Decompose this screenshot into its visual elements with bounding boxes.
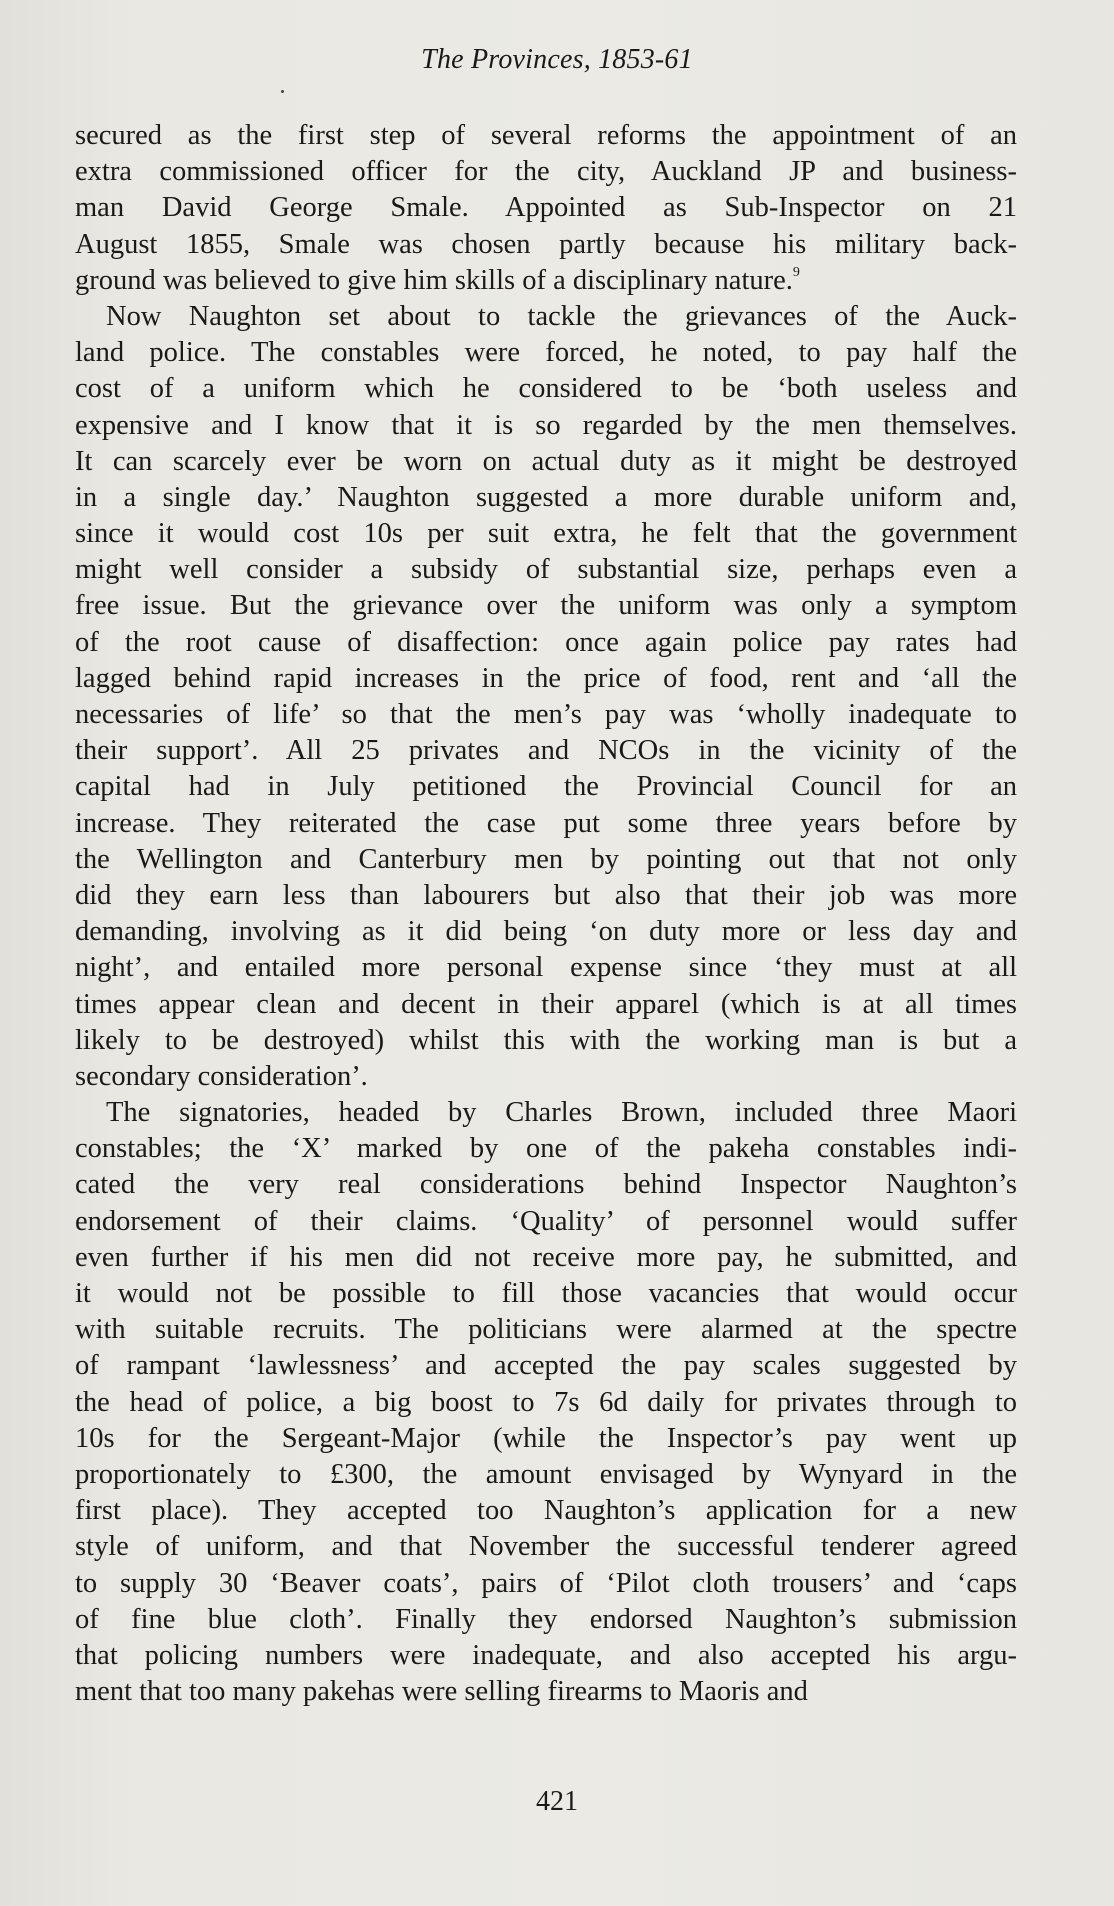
line-text: likely to be destroyed) whilst this with the working man is but a bbox=[75, 1024, 1017, 1056]
text-line bbox=[75, 1059, 1017, 1095]
paragraph bbox=[75, 118, 1017, 299]
body-text bbox=[75, 118, 1017, 1710]
line-text: Now Naughton set about to tackle the grievances of the Auck- bbox=[106, 300, 1017, 332]
line-text: the Wellington and Canterbury men by pointing out that not only bbox=[75, 843, 1017, 875]
line-text: man David George Smale. Appointed as Sub-Inspector on 21 bbox=[75, 192, 1017, 224]
line-text: times appear clean and decent in their apparel (which is at all times bbox=[75, 988, 1017, 1020]
line-text: capital had in July petitioned the Provincial Council for an bbox=[75, 771, 1017, 803]
line-text: since it would cost 10s per suit extra, he felt that the government bbox=[75, 518, 1017, 550]
text-line bbox=[75, 371, 1017, 407]
text-line bbox=[75, 1529, 1017, 1565]
line-text: increase. They reiterated the case put some three years before by bbox=[75, 807, 1017, 839]
text-line bbox=[75, 408, 1017, 444]
line-text: first place). They accepted too Naughton’s application for a new bbox=[75, 1495, 1017, 1527]
text-line bbox=[75, 588, 1017, 624]
line-text: August 1855, Smale was chosen partly because his military back- bbox=[75, 228, 1017, 260]
line-text: night’, and entailed more personal expense since ‘they must at all bbox=[75, 952, 1017, 984]
line-text: demanding, involving as it did being ‘on duty more or less day and bbox=[75, 916, 1017, 948]
line-text: extra commissioned officer for the city, Auckland JP and business- bbox=[75, 156, 1017, 188]
text-line bbox=[75, 299, 1017, 335]
line-text: might well consider a subsidy of substantial size, perhaps even a bbox=[75, 554, 1017, 586]
line-text: secured as the first step of several reforms the appointment of an bbox=[75, 120, 1017, 151]
line-text: land police. The constables were forced, he noted, to pay half the bbox=[75, 337, 1017, 369]
paragraph bbox=[75, 1095, 1017, 1710]
text-line bbox=[75, 1493, 1017, 1529]
text-line bbox=[75, 1457, 1017, 1493]
text-line bbox=[75, 1348, 1017, 1384]
text-line bbox=[75, 697, 1017, 733]
line-text: with suitable recruits. The politicians were alarmed at the spectre bbox=[75, 1314, 1017, 1346]
line-text: that policing numbers were inadequate, and also accepted his argu- bbox=[75, 1639, 1017, 1671]
line-text: of rampant ‘lawlessness’ and accepted the pay scales suggested by bbox=[75, 1350, 1017, 1382]
text-line bbox=[75, 516, 1017, 552]
line-text: the head of police, a big boost to 7s 6d daily for privates through to bbox=[75, 1386, 1017, 1418]
text-line bbox=[75, 1566, 1017, 1602]
text-line bbox=[75, 661, 1017, 697]
text-line bbox=[75, 1095, 1017, 1131]
text-line bbox=[75, 950, 1017, 986]
text-line bbox=[75, 842, 1017, 878]
text-line bbox=[75, 1204, 1017, 1240]
text-line bbox=[75, 118, 1017, 154]
line-text: ground was believed to give him skills of a disciplinary nature. bbox=[75, 264, 793, 296]
line-text: of the root cause of disaffection: once again police pay rates had bbox=[75, 626, 1017, 658]
text-line bbox=[75, 190, 1017, 226]
text-line bbox=[75, 914, 1017, 950]
text-line bbox=[75, 1131, 1017, 1167]
text-line bbox=[75, 1674, 1017, 1710]
line-text: free issue. But the grievance over the uniform was only a symptom bbox=[75, 590, 1017, 622]
line-text: it would not be possible to fill those vacancies that would occur bbox=[75, 1278, 1017, 1309]
text-line bbox=[75, 1276, 1017, 1312]
text-line bbox=[75, 444, 1017, 480]
line-text: of fine blue cloth’. Finally they endorsed Naughton’s submission bbox=[75, 1603, 1017, 1635]
text-line bbox=[75, 1421, 1017, 1457]
line-text: cated the very real considerations behind Inspector Naughton’s bbox=[75, 1169, 1017, 1201]
line-text: even further if his men did not receive more pay, he submitted, and bbox=[75, 1241, 1017, 1273]
text-line bbox=[75, 1385, 1017, 1421]
text-line bbox=[75, 480, 1017, 516]
text-line bbox=[75, 1023, 1017, 1059]
text-line bbox=[75, 987, 1017, 1023]
line-text: their support’. All 25 privates and NCOs in the vicinity of the bbox=[75, 735, 1017, 767]
text-line bbox=[75, 1240, 1017, 1276]
line-text: lagged behind rapid increases in the price of food, rent and ‘all the bbox=[75, 662, 1017, 694]
line-text: 10s for the Sergeant-Major (while the Inspector’s pay went up bbox=[75, 1422, 1017, 1454]
running-head: The Provinces, 1853-61 bbox=[421, 44, 693, 75]
text-line bbox=[75, 263, 1017, 299]
text-line bbox=[75, 769, 1017, 805]
line-text: cost of a uniform which he considered to be ‘both useless and bbox=[75, 373, 1017, 405]
text-line bbox=[75, 1602, 1017, 1638]
line-text: ment that too many pakehas were selling firearms to Maoris and bbox=[75, 1676, 808, 1708]
text-line bbox=[75, 625, 1017, 661]
line-text: proportionately to £300, the amount envisaged by Wynyard in the bbox=[75, 1458, 1017, 1490]
line-text: expensive and I know that it is so regarded by the men themselves. bbox=[75, 409, 1017, 441]
text-line bbox=[75, 227, 1017, 263]
line-text: constables; the ‘X’ marked by one of the pakeha constables indi- bbox=[75, 1133, 1017, 1165]
text-line bbox=[75, 335, 1017, 371]
text-line bbox=[75, 733, 1017, 769]
line-text: secondary consideration’. bbox=[75, 1060, 368, 1092]
line-text: endorsement of their claims. ‘Quality’ of personnel would suffer bbox=[75, 1205, 1017, 1237]
line-text: It can scarcely ever be worn on actual duty as it might be destroyed bbox=[75, 445, 1017, 477]
footnote-reference: 9 bbox=[792, 265, 800, 281]
line-text: did they earn less than labourers but also that their job was more bbox=[75, 879, 1017, 911]
text-line bbox=[75, 1638, 1017, 1674]
text-line bbox=[75, 552, 1017, 588]
line-text: to supply 30 ‘Beaver coats’, pairs of ‘Pilot cloth trousers’ and ‘caps bbox=[75, 1567, 1017, 1599]
page-number: 421 bbox=[536, 1786, 578, 1817]
text-line bbox=[75, 1167, 1017, 1203]
text-line bbox=[75, 878, 1017, 914]
line-text: necessaries of life’ so that the men’s pay was ‘wholly inadequate to bbox=[75, 699, 1017, 730]
text-line bbox=[75, 154, 1017, 190]
text-line bbox=[75, 1312, 1017, 1348]
line-text: in a single day.’ Naughton suggested a more durable uniform and, bbox=[75, 481, 1017, 513]
paragraph bbox=[75, 299, 1017, 1095]
text-line bbox=[75, 806, 1017, 842]
line-text: The signatories, headed by Charles Brown, included three Maori bbox=[106, 1097, 1017, 1129]
print-speck bbox=[281, 90, 284, 93]
line-text: style of uniform, and that November the successful tenderer agreed bbox=[75, 1531, 1017, 1563]
